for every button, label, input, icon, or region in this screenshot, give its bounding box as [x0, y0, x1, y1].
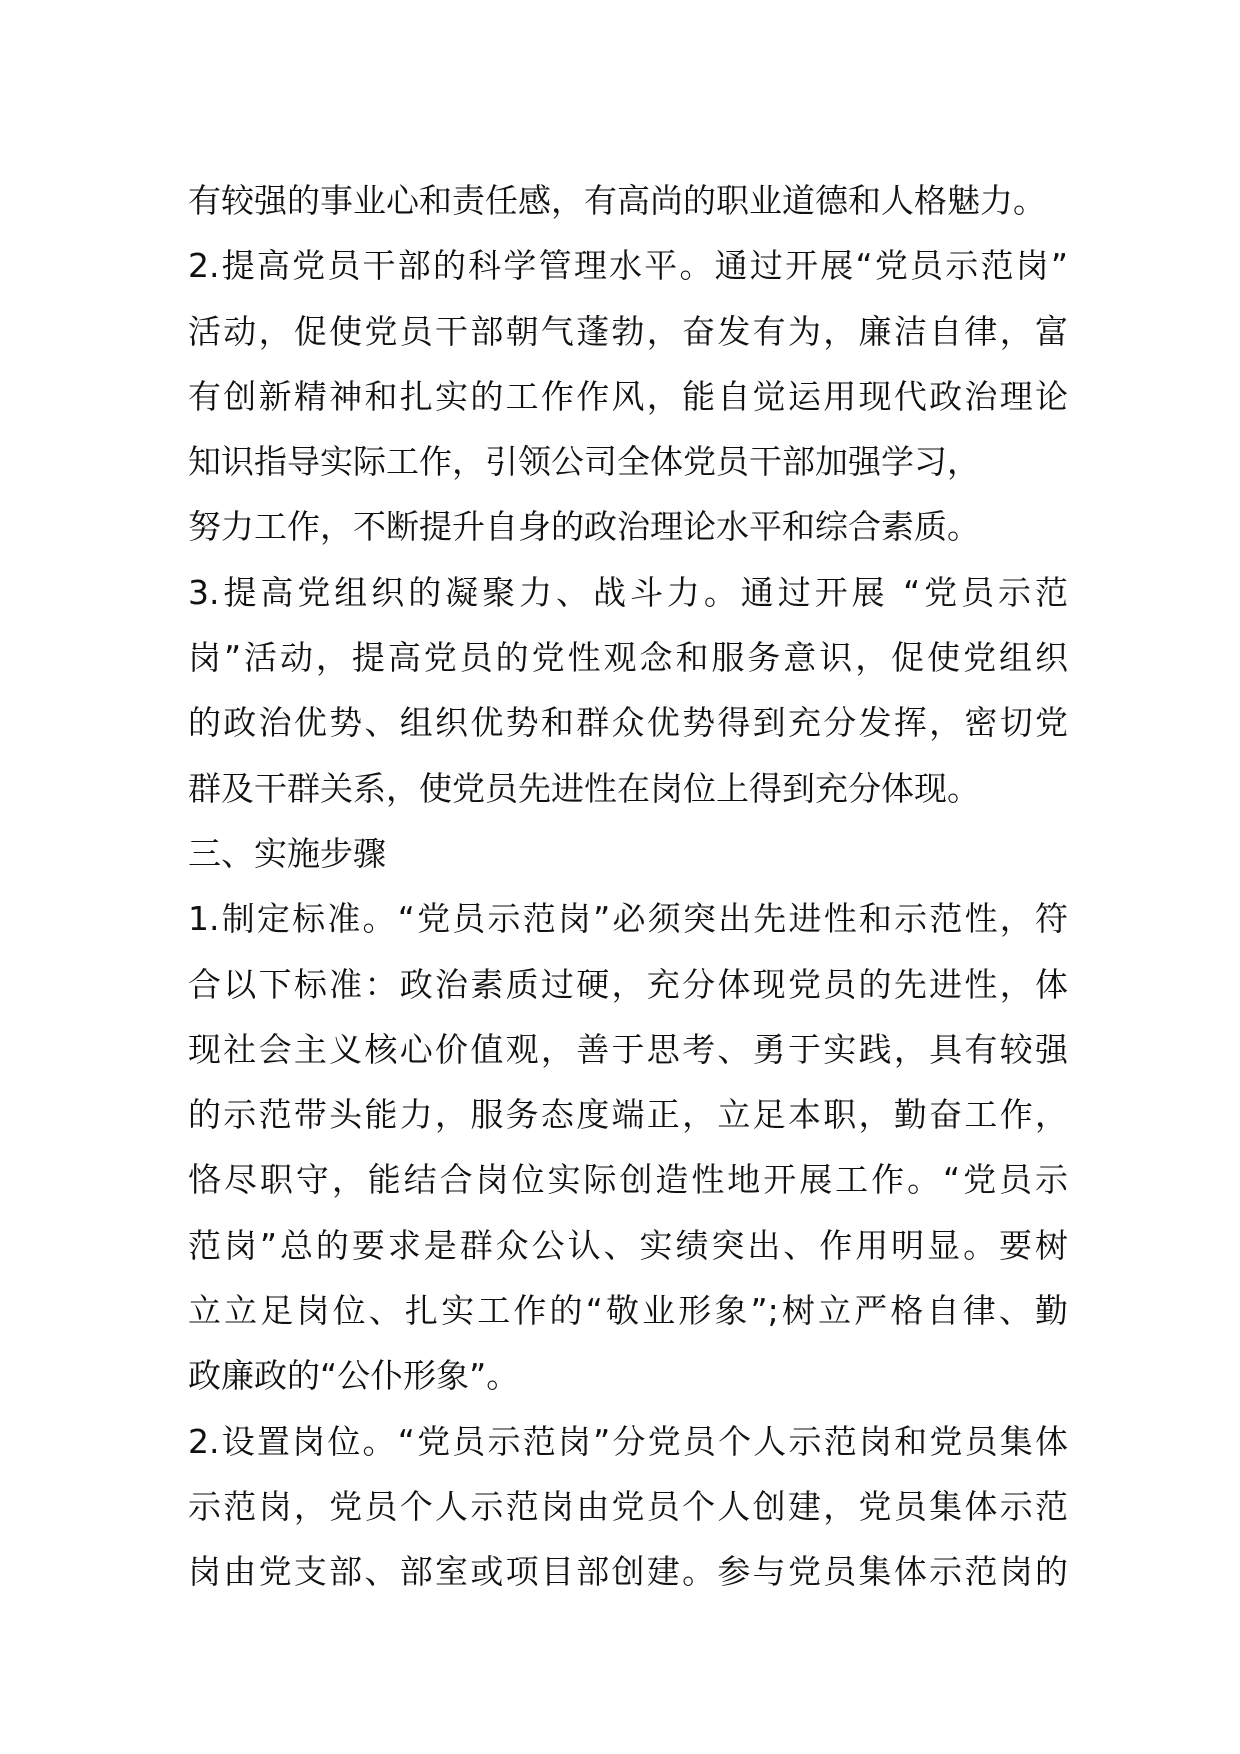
- text-line: 2.提高党员干部的科学管理水平。通过开展“党员示范岗”: [188, 246, 1068, 286]
- text-line: 的示范带头能力，服务态度端正，立足本职，勤奋工作，: [188, 1095, 1068, 1135]
- text-line: 1.制定标准。“党员示范岗”必须突出先进性和示范性，符: [188, 899, 1068, 939]
- text-line: 范岗”总的要求是群众公认、实绩突出、作用明显。要树: [188, 1225, 1068, 1265]
- text-line: 群及干群关系，使党员先进性在岗位上得到充分体现。: [188, 768, 980, 808]
- text-line: 有较强的事业心和责任感，有高尚的职业道德和人格魅力。: [188, 181, 1046, 220]
- text-line: 合以下标准：政治素质过硬，充分体现党员的先进性，体: [188, 964, 1068, 1004]
- text-line: 3.提高党组织的凝聚力、战斗力。通过开展 “党员示范: [188, 572, 1068, 612]
- text-line: 努力工作，不断提升自身的政治理论水平和综合素质。: [188, 507, 980, 547]
- document-body: [188, 168, 1068, 1605]
- text-line: 政廉政的“公仆形象”。: [188, 1356, 520, 1396]
- text-line: 的政治优势、组织优势和群众优势得到充分发挥，密切党: [188, 703, 1068, 743]
- text-line: 知识指导实际工作，引领公司全体党员干部加强学习，: [188, 442, 980, 482]
- text-line: 岗”活动，提高党员的党性观念和服务意识，促使党组织: [188, 638, 1068, 678]
- text-line: 三、实施步骤: [188, 833, 386, 873]
- text-line: 活动，促使党员干部朝气蓬勃，奋发有为，廉洁自律，富: [188, 311, 1068, 351]
- text-line: 示范岗，党员个人示范岗由党员个人创建，党员集体示范: [188, 1486, 1068, 1526]
- text-line: 有创新精神和扎实的工作作风，能自觉运用现代政治理论: [188, 376, 1068, 416]
- text-line: 岗由党支部、部室或项目部创建。参与党员集体示范岗的: [188, 1552, 1068, 1592]
- text-line: 恪尽职守，能结合岗位实际创造性地开展工作。“党员示: [188, 1160, 1068, 1200]
- text-line: 现社会主义核心价值观，善于思考、勇于实践，具有较强: [188, 1029, 1068, 1069]
- text-line: 2.设置岗位。“党员示范岗”分党员个人示范岗和党员集体: [188, 1421, 1068, 1461]
- text-line: 立立足岗位、扎实工作的“敬业形象”;树立严格自律、勤: [188, 1291, 1068, 1331]
